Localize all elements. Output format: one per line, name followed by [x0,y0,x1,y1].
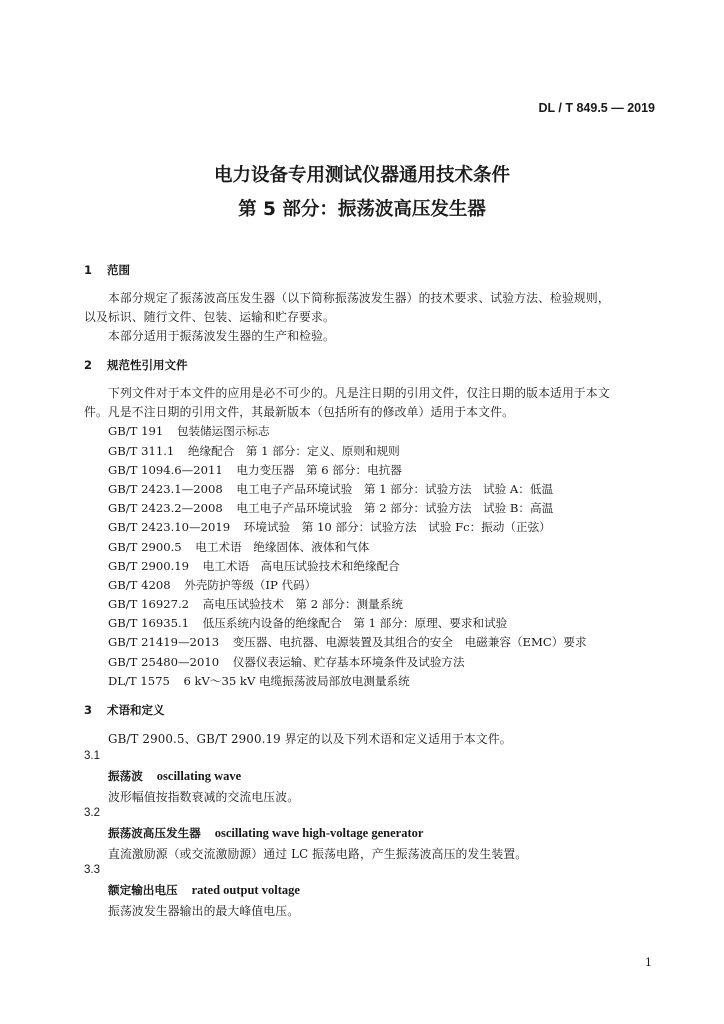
reference-title: 高电压试验技术 第 2 部分：测量系统 [202,597,403,611]
term-heading [108,825,423,841]
reference-title: 电工术语 高电压试验技术和绝缘配合 [202,559,400,573]
reference-title: 外壳防护等级（IP 代码） [184,578,317,592]
reference-title: 低压系统内设备的绝缘配合 第 1 部分：原理、要求和试验 [202,616,508,630]
reference-title: 环境试验 第 10 部分：试验方法 试验 Fc：振动（正弦） [243,520,551,534]
reference-item [108,634,587,650]
reference-code: GB/T 2423.2—2008 [108,501,223,515]
reference-title: 电工电子产品环境试验 第 1 部分：试验方法 试验 A：低温 [236,482,554,496]
reference-item [108,462,402,478]
term-number: 3.1 [84,750,100,762]
reference-code: GB/T 2423.1—2008 [108,482,223,496]
reference-item [108,615,507,631]
section-2-paragraph-1b: 件。凡是不注日期的引用文件，其最新版本（包括所有的修改单）适用于本文件。 [84,405,515,419]
section-title: 范围 [107,263,130,277]
reference-code: GB/T 2423.10—2019 [108,520,231,534]
section-2-paragraph-1a: 下列文件对于本文件的应用是必不可少的。凡是注日期的引用文件，仅注日期的版本适用于本文 [108,386,610,400]
reference-title: 6 kV～35 kV 电缆振荡波局部放电测量系统 [183,674,410,688]
term-zh: 振荡波高压发生器 [108,826,201,840]
section-2-heading [84,357,188,373]
reference-code: GB/T 16935.1 [108,616,190,630]
reference-title: 变压器、电抗器、电源装置及其组合的安全 电磁兼容（EMC）要求 [232,635,587,649]
section-title: 术语和定义 [107,703,165,717]
reference-code: GB/T 311.1 [108,444,175,458]
reference-code: GB/T 2900.5 [108,540,182,554]
document-title-line1: 电力设备专用测试仪器通用技术条件 [213,165,510,186]
reference-title: 仪器仪表运输、贮存基本环境条件及试验方法 [232,655,465,669]
document-code: DL / T 849.5 — 2019 [538,101,655,115]
reference-item [108,673,410,689]
term-zh: 额定输出电压 [108,883,178,897]
term-en: oscillating wave [156,769,242,783]
reference-code: GB/T 25480—2010 [108,655,220,669]
reference-title: 电工术语 绝缘固体、液体和气体 [195,540,370,554]
reference-item [108,519,551,535]
section-number: 2 [84,358,93,372]
reference-item [108,596,403,612]
term-definition: 振荡波发生器输出的最大峰值电压。 [108,904,300,918]
term-number: 3.2 [84,807,100,819]
term-heading [108,768,241,784]
reference-code: GB/T 16927.2 [108,597,190,611]
section-1-heading [84,262,130,278]
reference-code: GB/T 21419—2013 [108,635,220,649]
term-heading [108,882,300,898]
reference-code: DL/T 1575 [108,674,170,688]
reference-item [108,577,316,593]
term-definition: 直流激励源（或交流激励源）通过 LC 振荡电路，产生振荡波高压的发生装置。 [108,847,528,861]
section-1-paragraph-1b: 以及标识、随行文件、包装、运输和贮存要求。 [84,310,335,324]
section-1-paragraph-2: 本部分适用于振荡波发生器的生产和检验。 [108,329,335,343]
section-title: 规范性引用文件 [107,358,188,372]
section-1-paragraph-1a: 本部分规定了振荡波高压发生器（以下简称振荡波发生器）的技术要求、试验方法、检验规则， [108,291,610,305]
reference-code: GB/T 1094.6—2011 [108,463,223,477]
reference-title: 绝缘配合 第 1 部分：定义、原则和规则 [187,444,400,458]
term-zh: 振荡波 [108,769,143,783]
reference-code: GB/T 2900.19 [108,559,190,573]
reference-code: GB/T 4208 [108,578,171,592]
reference-code: GB/T 191 [108,424,164,438]
reference-item [108,654,465,670]
reference-title: 电工电子产品环境试验 第 2 部分：试验方法 试验 B：高温 [236,501,554,515]
term-en: rated output voltage [191,883,300,897]
reference-item [108,481,553,497]
section-3-paragraph-1: GB/T 2900.5、GB/T 2900.19 界定的以及下列术语和定义适用于本文件。 [108,732,512,746]
section-3-heading [84,702,165,718]
reference-title: 包装储运图示标志 [176,424,270,438]
reference-item [108,500,553,516]
reference-item [108,423,270,439]
reference-title: 电力变压器 第 6 部分：电抗器 [236,463,402,477]
reference-item [108,539,369,555]
page-number: 1 [645,956,652,969]
reference-item [108,558,400,574]
section-number: 1 [84,263,93,277]
term-number: 3.3 [84,864,100,876]
term-en: oscillating wave high-voltage generator [214,826,424,840]
term-definition: 波形幅值按指数衰减的交流电压波。 [108,790,300,804]
reference-item [108,443,400,459]
document-title-line2: 第 5 部分：振荡波高压发生器 [238,199,486,220]
section-number: 3 [84,703,93,717]
